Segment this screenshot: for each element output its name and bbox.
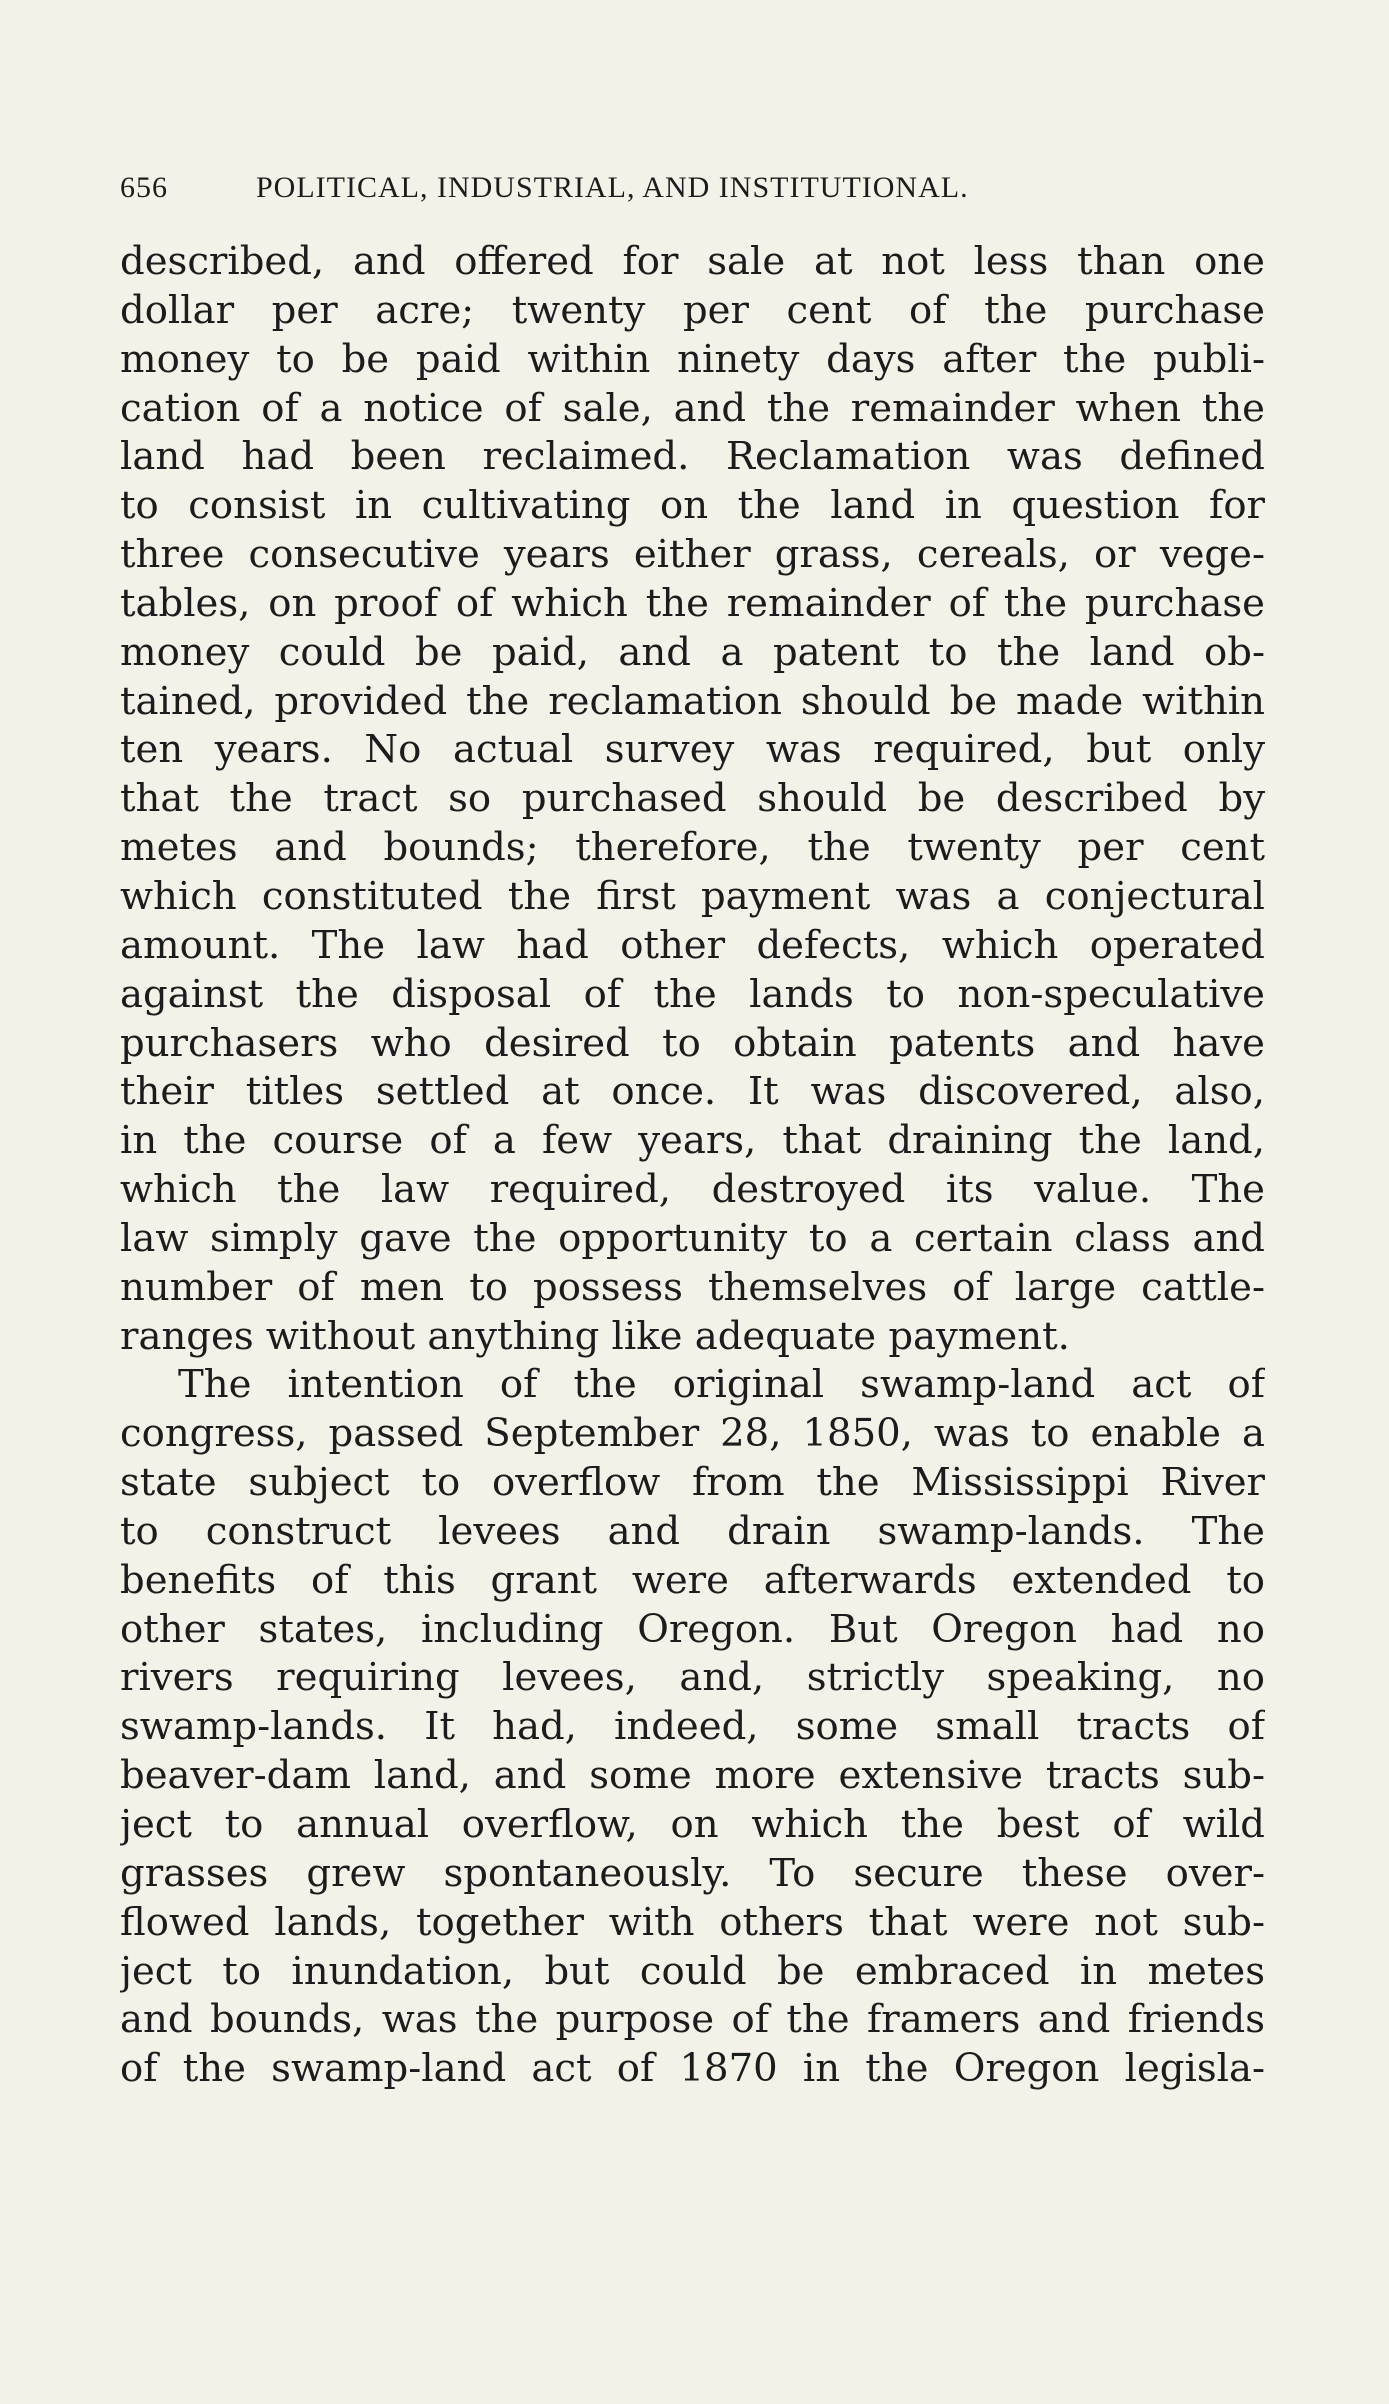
text-line: their titles settled at once. It was discovered, also, xyxy=(120,1069,1265,1115)
text-line: of the swamp-land act of 1870 in the Oregon legisla- xyxy=(120,2046,1265,2092)
text-line: that the tract so purchased should be described by xyxy=(120,776,1265,822)
page-number: 656 xyxy=(120,171,168,204)
text-line: which constituted the first payment was a conjectural xyxy=(120,873,1265,919)
text-line: three consecutive years either grass, cereals, or vege- xyxy=(120,532,1265,578)
text-line: congress, passed September 28, 1850, was to enable a xyxy=(120,1411,1265,1457)
text-line: cation of a notice of sale, and the remainder when the xyxy=(120,385,1265,431)
text-line: tables, on proof of which the remainder of the purchase xyxy=(120,580,1265,626)
text-line: dollar per acre; twenty per cent of the purchase xyxy=(120,287,1265,333)
text-line: other states, including Oregon. But Oregon had no xyxy=(120,1606,1265,1652)
text-line: which the law required, destroyed its value. The xyxy=(120,1167,1265,1213)
text-line: amount. The law had other defects, which operated xyxy=(120,922,1265,968)
text-line: ject to inundation, but could be embraced in metes xyxy=(120,1948,1265,1994)
text-line: money could be paid, and a patent to the land ob- xyxy=(120,629,1265,675)
text-line: flowed lands, together with others that were not sub- xyxy=(120,1899,1265,1945)
text-line: swamp-lands. It had, indeed, some small tracts of xyxy=(120,1704,1265,1750)
text-line: to consist in cultivating on the land in question for xyxy=(120,483,1265,529)
running-title: POLITICAL, INDUSTRIAL, AND INSTITUTIONAL. xyxy=(256,171,969,204)
text-line: money to be paid within ninety days after the publi- xyxy=(120,336,1265,382)
text-line: law simply gave the opportunity to a certain class and xyxy=(120,1215,1265,1261)
text-line: rivers requiring levees, and, strictly speaking, no xyxy=(120,1655,1265,1701)
paragraph-start-line: The intention of the original swamp-land act of xyxy=(178,1362,1265,1408)
text-line: in the course of a few years, that draining the land, xyxy=(120,1118,1265,1164)
text-line: to construct levees and drain swamp-lands. The xyxy=(120,1508,1265,1554)
text-line: beaver-dam land, and some more extensive tracts sub- xyxy=(120,1753,1265,1799)
text-line: state subject to overflow from the Mississippi River xyxy=(120,1460,1265,1506)
text-line: number of men to possess themselves of large cattle- xyxy=(120,1264,1265,1310)
text-line: purchasers who desired to obtain patents and have xyxy=(120,1020,1265,1066)
text-line: land had been reclaimed. Reclamation was defined xyxy=(120,434,1265,480)
text-line: against the disposal of the lands to non-speculative xyxy=(120,971,1265,1017)
text-line: ten years. No actual survey was required, but only xyxy=(120,727,1265,773)
text-line: and bounds, was the purpose of the framers and friends xyxy=(120,1997,1265,2043)
text-line: grasses grew spontaneously. To secure these over- xyxy=(120,1850,1265,1896)
running-header xyxy=(120,168,1270,208)
paragraph-end-line: ranges without anything like adequate payment. xyxy=(120,1313,1070,1359)
text-line: tained, provided the reclamation should be made within xyxy=(120,678,1265,724)
text-line: metes and bounds; therefore, the twenty per cent xyxy=(120,825,1265,871)
text-line: ject to annual overflow, on which the best of wild xyxy=(120,1802,1265,1847)
text-line: benefits of this grant were afterwards extended to xyxy=(120,1557,1265,1603)
text-line: described, and offered for sale at not less than one xyxy=(120,239,1265,284)
body-text xyxy=(120,238,1265,2094)
